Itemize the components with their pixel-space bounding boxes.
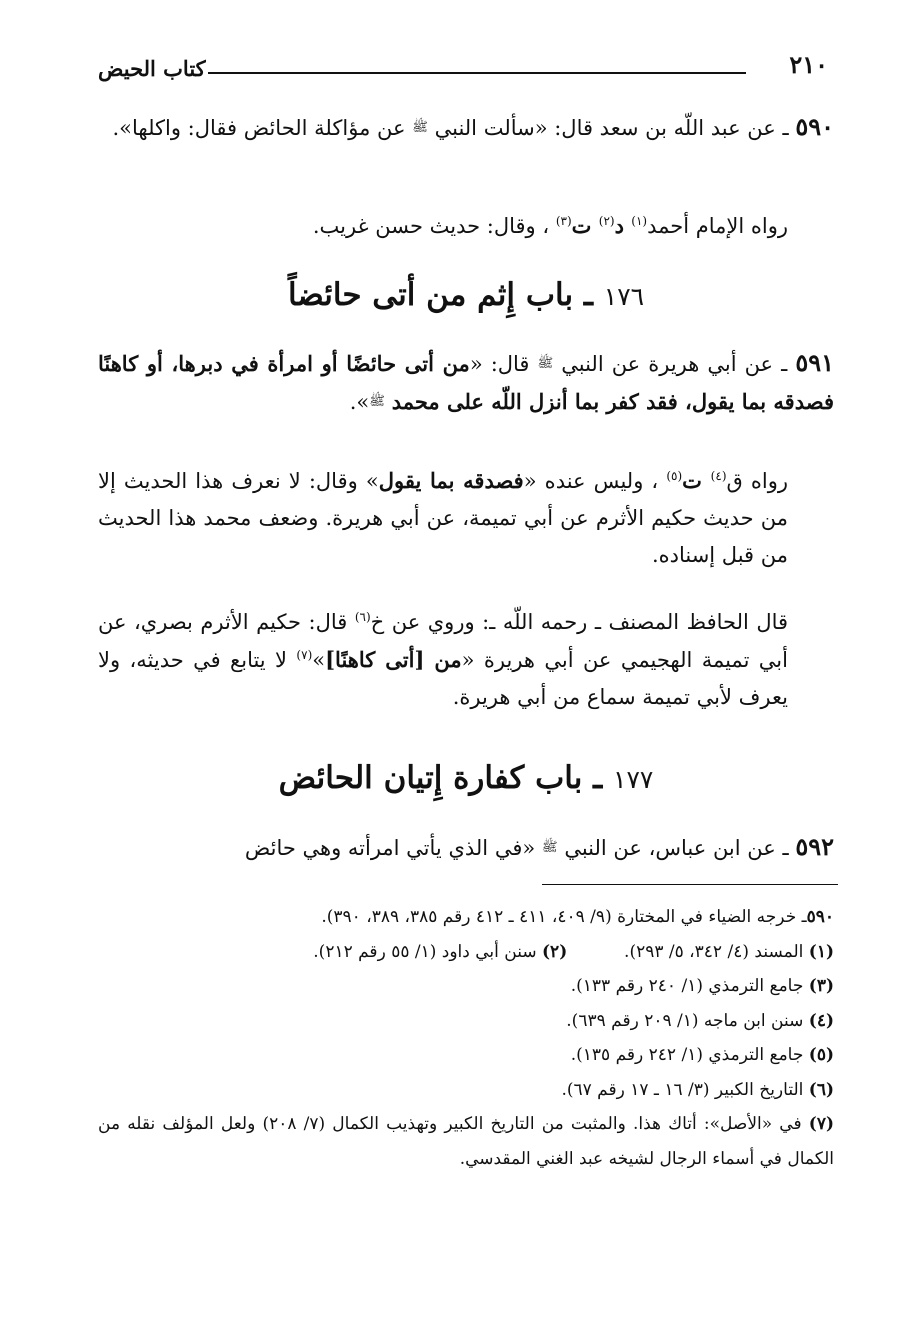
salutation-glyph: ﷺ <box>412 120 428 135</box>
footnote-text: ـ خرجه الضياء في المختارة (٩/ ٤٠٩، ٤١١ ـ ٤١٢ رقم ٣٨٥، ٣٨٩، ٣٩٠). <box>321 907 807 927</box>
footnote-ref: (٤) <box>710 469 727 483</box>
hadith-matn: من أتى حائضًا أو امرأة في دبرها، أو كاهنًا فصدقه بما يقول، فقد كفر بما أنزل اللّه على محمد <box>98 351 834 414</box>
footnote-text: سنن ابن ماجه (١/ ٢٠٩ رقم ٦٣٩). <box>566 1010 804 1031</box>
hadith-text: ـ عن عبد اللّه بن سعد قال: «سألت النبي <box>434 116 789 140</box>
comment-text: » <box>312 648 326 672</box>
footnote-number: (٤) <box>808 1010 834 1031</box>
footnote-ref: (٢) <box>598 214 615 228</box>
footnote-number: (١) <box>808 941 834 962</box>
riwaya-text: » وقال: لا نعرف هذا الحديث إلا من حديث حكيم الأثرم عن أبي تميمة، عن أبي هريرة. وضعف محمد هذا الحديث من قبل إسناده. <box>98 469 788 567</box>
footnote-text: في «الأصل»: أتاك هذا. والمثبت من التاريخ الكبير وتهذيب الكمال (٧/ ٢٠٨) ولعل المؤلف نقله من الكمال في أسماء الرجال لشيخه عبد الغني المقدسي. <box>98 1114 834 1169</box>
comment-text: قال: حكيم الأثرم بصري، عن أبي تميمة الهجيمي عن أبي هريرة « <box>98 610 788 672</box>
comment-quote: من [أتى كاهنًا] <box>325 647 462 672</box>
chapter-title: ـ باب كفارة إِتيان الحائض <box>278 760 603 796</box>
chapter-title: ـ باب إِثم من أتى حائضاً <box>287 277 593 313</box>
footnote-4 <box>98 1004 834 1039</box>
hadith-text: عن مؤاكلة الحائض فقال: واكلها». <box>112 116 406 140</box>
footnote-ref: (٥) <box>666 469 683 483</box>
page-number: ٢١٠ <box>789 50 828 79</box>
comment-text: لا يتابع في حديثه، ولا يعرف لأبي تميمة سماع من أبي هريرة. <box>98 648 788 709</box>
hadith-text: ـ عن ابن عباس، عن النبي <box>564 836 789 860</box>
riwaya-text: رواه الإمام أحمد <box>647 214 788 238</box>
riwaya-text: ، وليس عنده « <box>523 469 667 493</box>
footnote-7 <box>98 1107 834 1176</box>
footnote-number: (٢) <box>542 941 568 962</box>
chapter-heading-177 <box>98 756 834 802</box>
footnote-ref: (٦) <box>354 610 371 624</box>
page-header <box>98 50 828 90</box>
salutation-glyph: ﷺ <box>541 840 558 855</box>
hadith-591 <box>98 344 834 421</box>
footnotes <box>98 900 834 1176</box>
footnote-text: المسند (٤/ ٣٤٢، ٥/ ٢٩٣). <box>624 941 804 962</box>
footnote-text: التاريخ الكبير (٣/ ١٦ ـ ١٧ رقم ٦٧). <box>561 1079 804 1100</box>
footnote-number: ٥٩٠ <box>806 907 834 927</box>
hadith-text: ». <box>349 390 370 414</box>
hadith-591-riwaya <box>98 462 834 574</box>
footnote-number: (٥) <box>808 1045 834 1065</box>
footnote-ref: (٣) <box>555 214 572 228</box>
chapter-heading-176 <box>98 273 834 319</box>
riwaya-symbol: ت <box>682 468 711 493</box>
hadith-text: قال: « <box>469 352 530 376</box>
footnote-ref: (٧) <box>296 648 313 662</box>
chapter-number: ١٧٧ <box>613 765 654 794</box>
hadith-590 <box>98 108 834 147</box>
chapter-number: ١٧٦ <box>603 282 645 311</box>
salutation-glyph: ﷺ <box>369 394 385 409</box>
comment-text: قال الحافظ المصنف ـ رحمه اللّه ـ: وروي عن خ <box>370 610 789 634</box>
hadith-text: ـ عن أبي هريرة عن النبي <box>561 352 788 376</box>
footnote-number: (٣) <box>808 976 834 996</box>
hadith-590-riwaya <box>98 207 834 245</box>
footnote-number: (٧) <box>808 1114 834 1134</box>
footnote-1-2 <box>98 935 834 970</box>
riwaya-text: ، وقال: حديث حسن غريب. <box>312 214 556 238</box>
riwaya-symbol: ت <box>571 213 599 238</box>
footnote-590 <box>98 900 834 935</box>
salutation-glyph: ﷺ <box>537 356 554 371</box>
footnote-5 <box>98 1038 834 1073</box>
footnote-rule <box>542 884 838 885</box>
hadith-number: ٥٩٠ <box>795 112 834 141</box>
riwaya-quote: فصدقه بما يقول <box>378 468 524 493</box>
footnote-text: جامع الترمذي (١/ ٢٤٢ رقم ١٣٥). <box>570 1045 804 1065</box>
riwaya-symbol: د <box>614 213 632 238</box>
header-rule <box>208 72 746 74</box>
footnote-text: سنن أبي داود (١/ ٥٥ رقم ٢١٢). <box>313 941 537 962</box>
author-comment <box>98 604 834 716</box>
hadith-text: «في الذي يأتي امرأته وهي حائض <box>244 836 536 860</box>
hadith-number: ٥٩٢ <box>795 832 834 861</box>
hadith-number: ٥٩١ <box>795 348 834 377</box>
running-title: كتاب الحيض <box>98 56 206 81</box>
footnote-text: جامع الترمذي (١/ ٢٤٠ رقم ١٣٣). <box>570 976 804 996</box>
riwaya-text: رواه ق <box>726 469 789 493</box>
footnote-6 <box>98 1073 834 1108</box>
footnote-3 <box>98 969 834 1004</box>
footnote-ref: (١) <box>631 214 648 228</box>
footnote-number: (٦) <box>808 1079 834 1100</box>
hadith-592 <box>98 828 834 867</box>
